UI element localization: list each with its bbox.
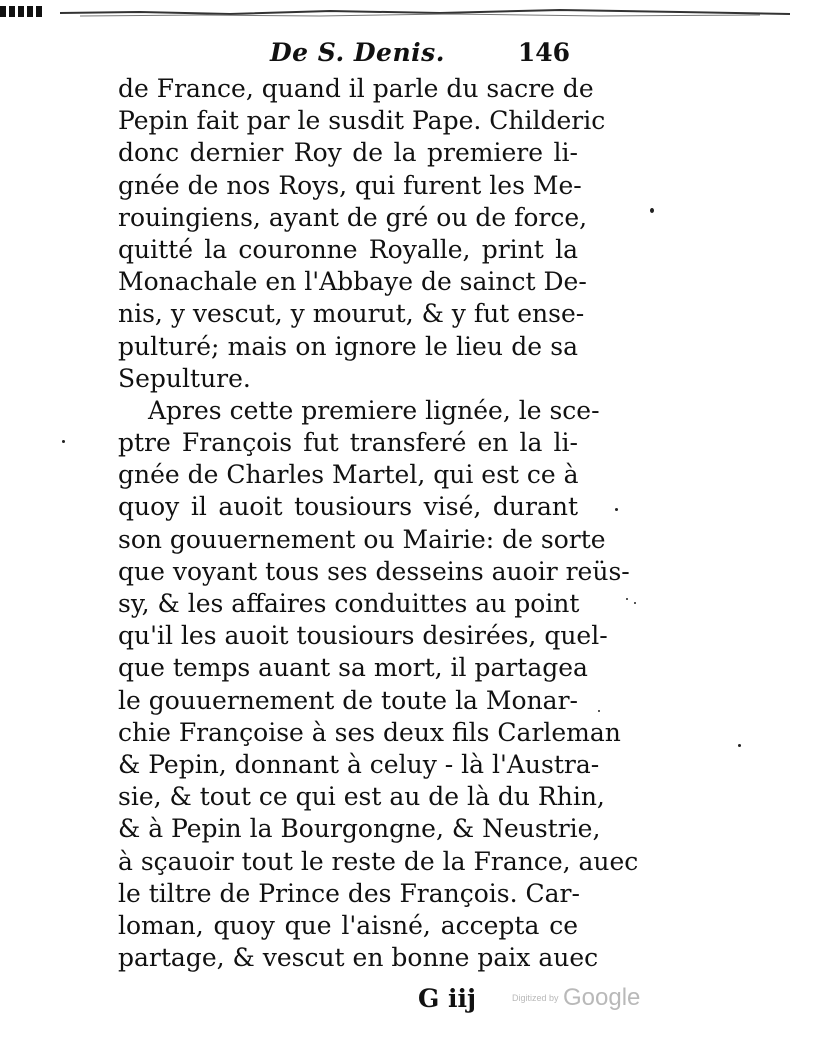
text-line: rouingiens, ayant de gré ou de force, — [118, 202, 588, 232]
text-line: gnée de Charles Martel, qui est ce à — [118, 460, 579, 490]
text-line: pulturé; mais on ignore le lieu de sa — [118, 331, 578, 361]
body-text — [118, 73, 639, 974]
top-printed-rule — [0, 4, 818, 18]
text-line: le gouuernement de toute la Monar- — [118, 685, 578, 715]
text-line: gnée de nos Roys, qui furent les Me- — [118, 170, 582, 200]
digitized-by-watermark — [512, 984, 640, 1012]
text-line: que temps auant sa mort, il partagea — [118, 653, 588, 683]
text-line: le tiltre de Prince des François. Car- — [118, 878, 580, 908]
ink-speck — [650, 208, 654, 213]
text-line: partage, & vescut en bonne paix auec — [118, 943, 599, 973]
text-line: & à Pepin la Bourgongne, & Neustrie, — [118, 814, 601, 844]
ink-speck — [62, 440, 65, 443]
text-line: ptre François fut transferé en la li- — [118, 428, 578, 458]
signature-mark: G iij — [418, 984, 477, 1013]
text-line: son gouuernement ou Mairie: de sorte — [118, 524, 606, 554]
text-line: Monachale en l'Abbaye de sainct De- — [118, 267, 587, 297]
text-line: donc dernier Roy de la premiere li- — [118, 138, 578, 168]
text-line: à sçauoir tout le reste de la France, auec — [118, 846, 639, 876]
text-line: quoy il auoit tousiours visé, durant — [118, 492, 578, 522]
text-line: & Pepin, donnant à celuy - là l'Austra- — [118, 749, 600, 779]
text-line: Sepulture. — [118, 363, 251, 393]
text-line: chie Françoise à ses deux fils Carleman — [118, 717, 621, 747]
text-line: Apres cette premiere lignée, le sce- — [148, 395, 600, 425]
page-header — [118, 38, 578, 72]
running-title: De S. Denis. — [270, 38, 445, 67]
text-line: quitté la couronne Royalle, print la — [118, 234, 578, 264]
page-number: 146 — [517, 38, 570, 67]
text-line: sie, & tout ce qui est au de là du Rhin, — [118, 782, 605, 812]
ink-speck — [634, 602, 636, 604]
text-line: sy, & les affaires conduittes au point — [118, 589, 580, 618]
ink-speck — [615, 508, 618, 511]
text-line: loman, quoy que l'aisné, accepta ce — [118, 910, 578, 940]
google-logo: Google — [562, 984, 641, 1011]
ink-speck — [626, 598, 628, 600]
text-line: nis, y vescut, y mourut, & y fut ense- — [118, 299, 585, 329]
ink-speck — [738, 744, 741, 747]
digitized-by-label: Digitized by — [512, 993, 559, 1003]
text-line: que voyant tous ses desseins auoir reüs- — [118, 556, 630, 586]
ink-speck — [598, 710, 600, 712]
text-line: Pepin fait par le susdit Pape. Childeric — [118, 106, 606, 136]
text-line: qu'il les auoit tousiours desirées, quel- — [118, 621, 608, 651]
text-line: de France, quand il parle du sacre de — [118, 74, 594, 103]
